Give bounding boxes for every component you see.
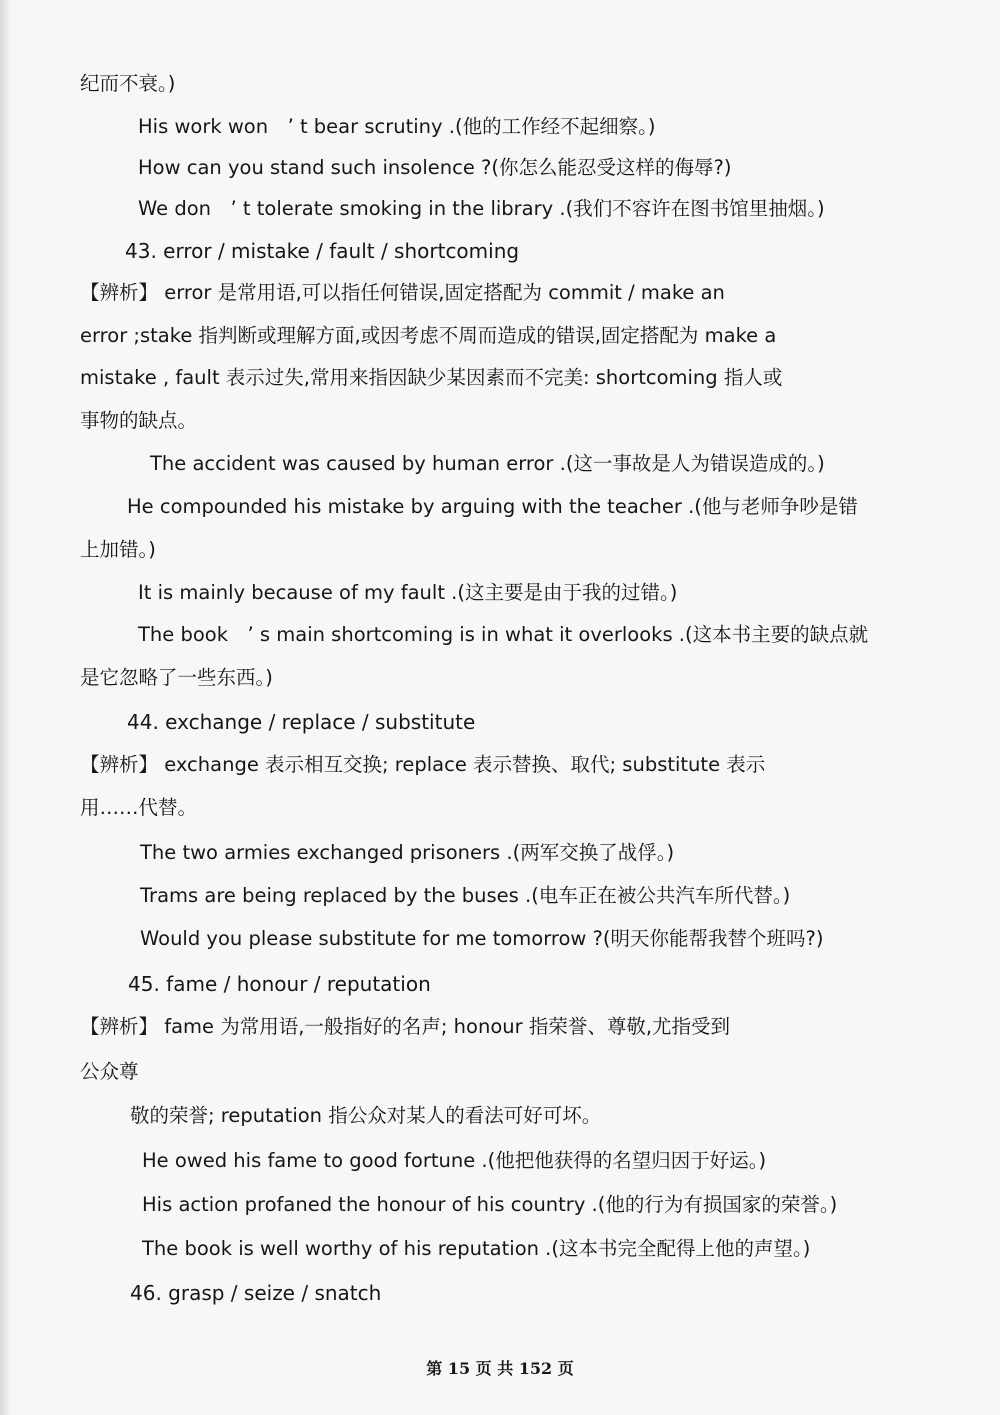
- analysis-text: 事物的缺点。: [80, 409, 198, 432]
- example-sentence: 上加错。): [80, 538, 156, 561]
- analysis-text: 【辨析】 fame 为常用语,一般指好的名声; honour 指荣誉、尊敬,尤指受到: [80, 1015, 731, 1038]
- example-sentence: He owed his fame to good fortune .(他把他获得的名望归因于好运。): [142, 1149, 767, 1172]
- scan-edge-shadow: [0, 0, 10, 1415]
- example-sentence: The book is well worthy of his reputation .(这本书完全配得上他的声望。): [142, 1237, 811, 1260]
- page-footer: 第 15 页 共 152 页: [426, 1359, 574, 1378]
- entry-heading: 46. grasp / seize / snatch: [130, 1281, 382, 1305]
- example-sentence: The two armies exchanged prisoners .(两军交换了战俘。): [140, 841, 675, 864]
- example-sentence: 是它忽略了一些东西。): [80, 666, 273, 689]
- text-line: 纪而不衰。): [80, 72, 176, 95]
- entry-heading: 45. fame / honour / reputation: [128, 972, 431, 996]
- example-sentence: Would you please substitute for me tomorrow ?(明天你能帮我替个班吗?): [140, 927, 824, 950]
- example-sentence: The book ’ s main shortcoming is in what it overlooks .(这本书主要的缺点就: [138, 623, 869, 646]
- example-sentence: The accident was caused by human error .(这一事故是人为错误造成的。): [150, 452, 825, 475]
- example-sentence: His work won ’ t bear scrutiny .(他的工作经不起细察。): [138, 115, 656, 138]
- analysis-text: mistake , fault 表示过失,常用来指因缺少某因素而不完美: shortcoming 指人或: [80, 366, 783, 389]
- example-sentence: He compounded his mistake by arguing with the teacher .(他与老师争吵是错: [127, 495, 858, 518]
- analysis-text: error ;stake 指判断或理解方面,或因考虑不周而造成的错误,固定搭配为 make a: [80, 324, 777, 347]
- entry-heading: 43. error / mistake / fault / shortcoming: [125, 239, 520, 263]
- example-sentence: Trams are being replaced by the buses .(电车正在被公共汽车所代替。): [140, 884, 791, 907]
- entry-heading: 44. exchange / replace / substitute: [127, 710, 476, 734]
- example-sentence: His action profaned the honour of his country .(他的行为有损国家的荣誉。): [142, 1193, 838, 1216]
- example-sentence: It is mainly because of my fault .(这主要是由于我的过错。): [138, 581, 678, 604]
- example-sentence: How can you stand such insolence ?(你怎么能忍受这样的侮辱?): [138, 156, 732, 179]
- analysis-text: 【辨析】 exchange 表示相互交换; replace 表示替换、取代; substitute 表示: [80, 753, 766, 776]
- analysis-text: 用……代替。: [80, 796, 198, 819]
- example-sentence: We don ’ t tolerate smoking in the library .(我们不容许在图书馆里抽烟。): [138, 197, 825, 220]
- analysis-text: 【辨析】 error 是常用语,可以指任何错误,固定搭配为 commit / make an: [80, 281, 725, 304]
- analysis-text: 敬的荣誉; reputation 指公众对某人的看法可好可坏。: [130, 1104, 602, 1127]
- analysis-text: 公众尊: [80, 1060, 139, 1083]
